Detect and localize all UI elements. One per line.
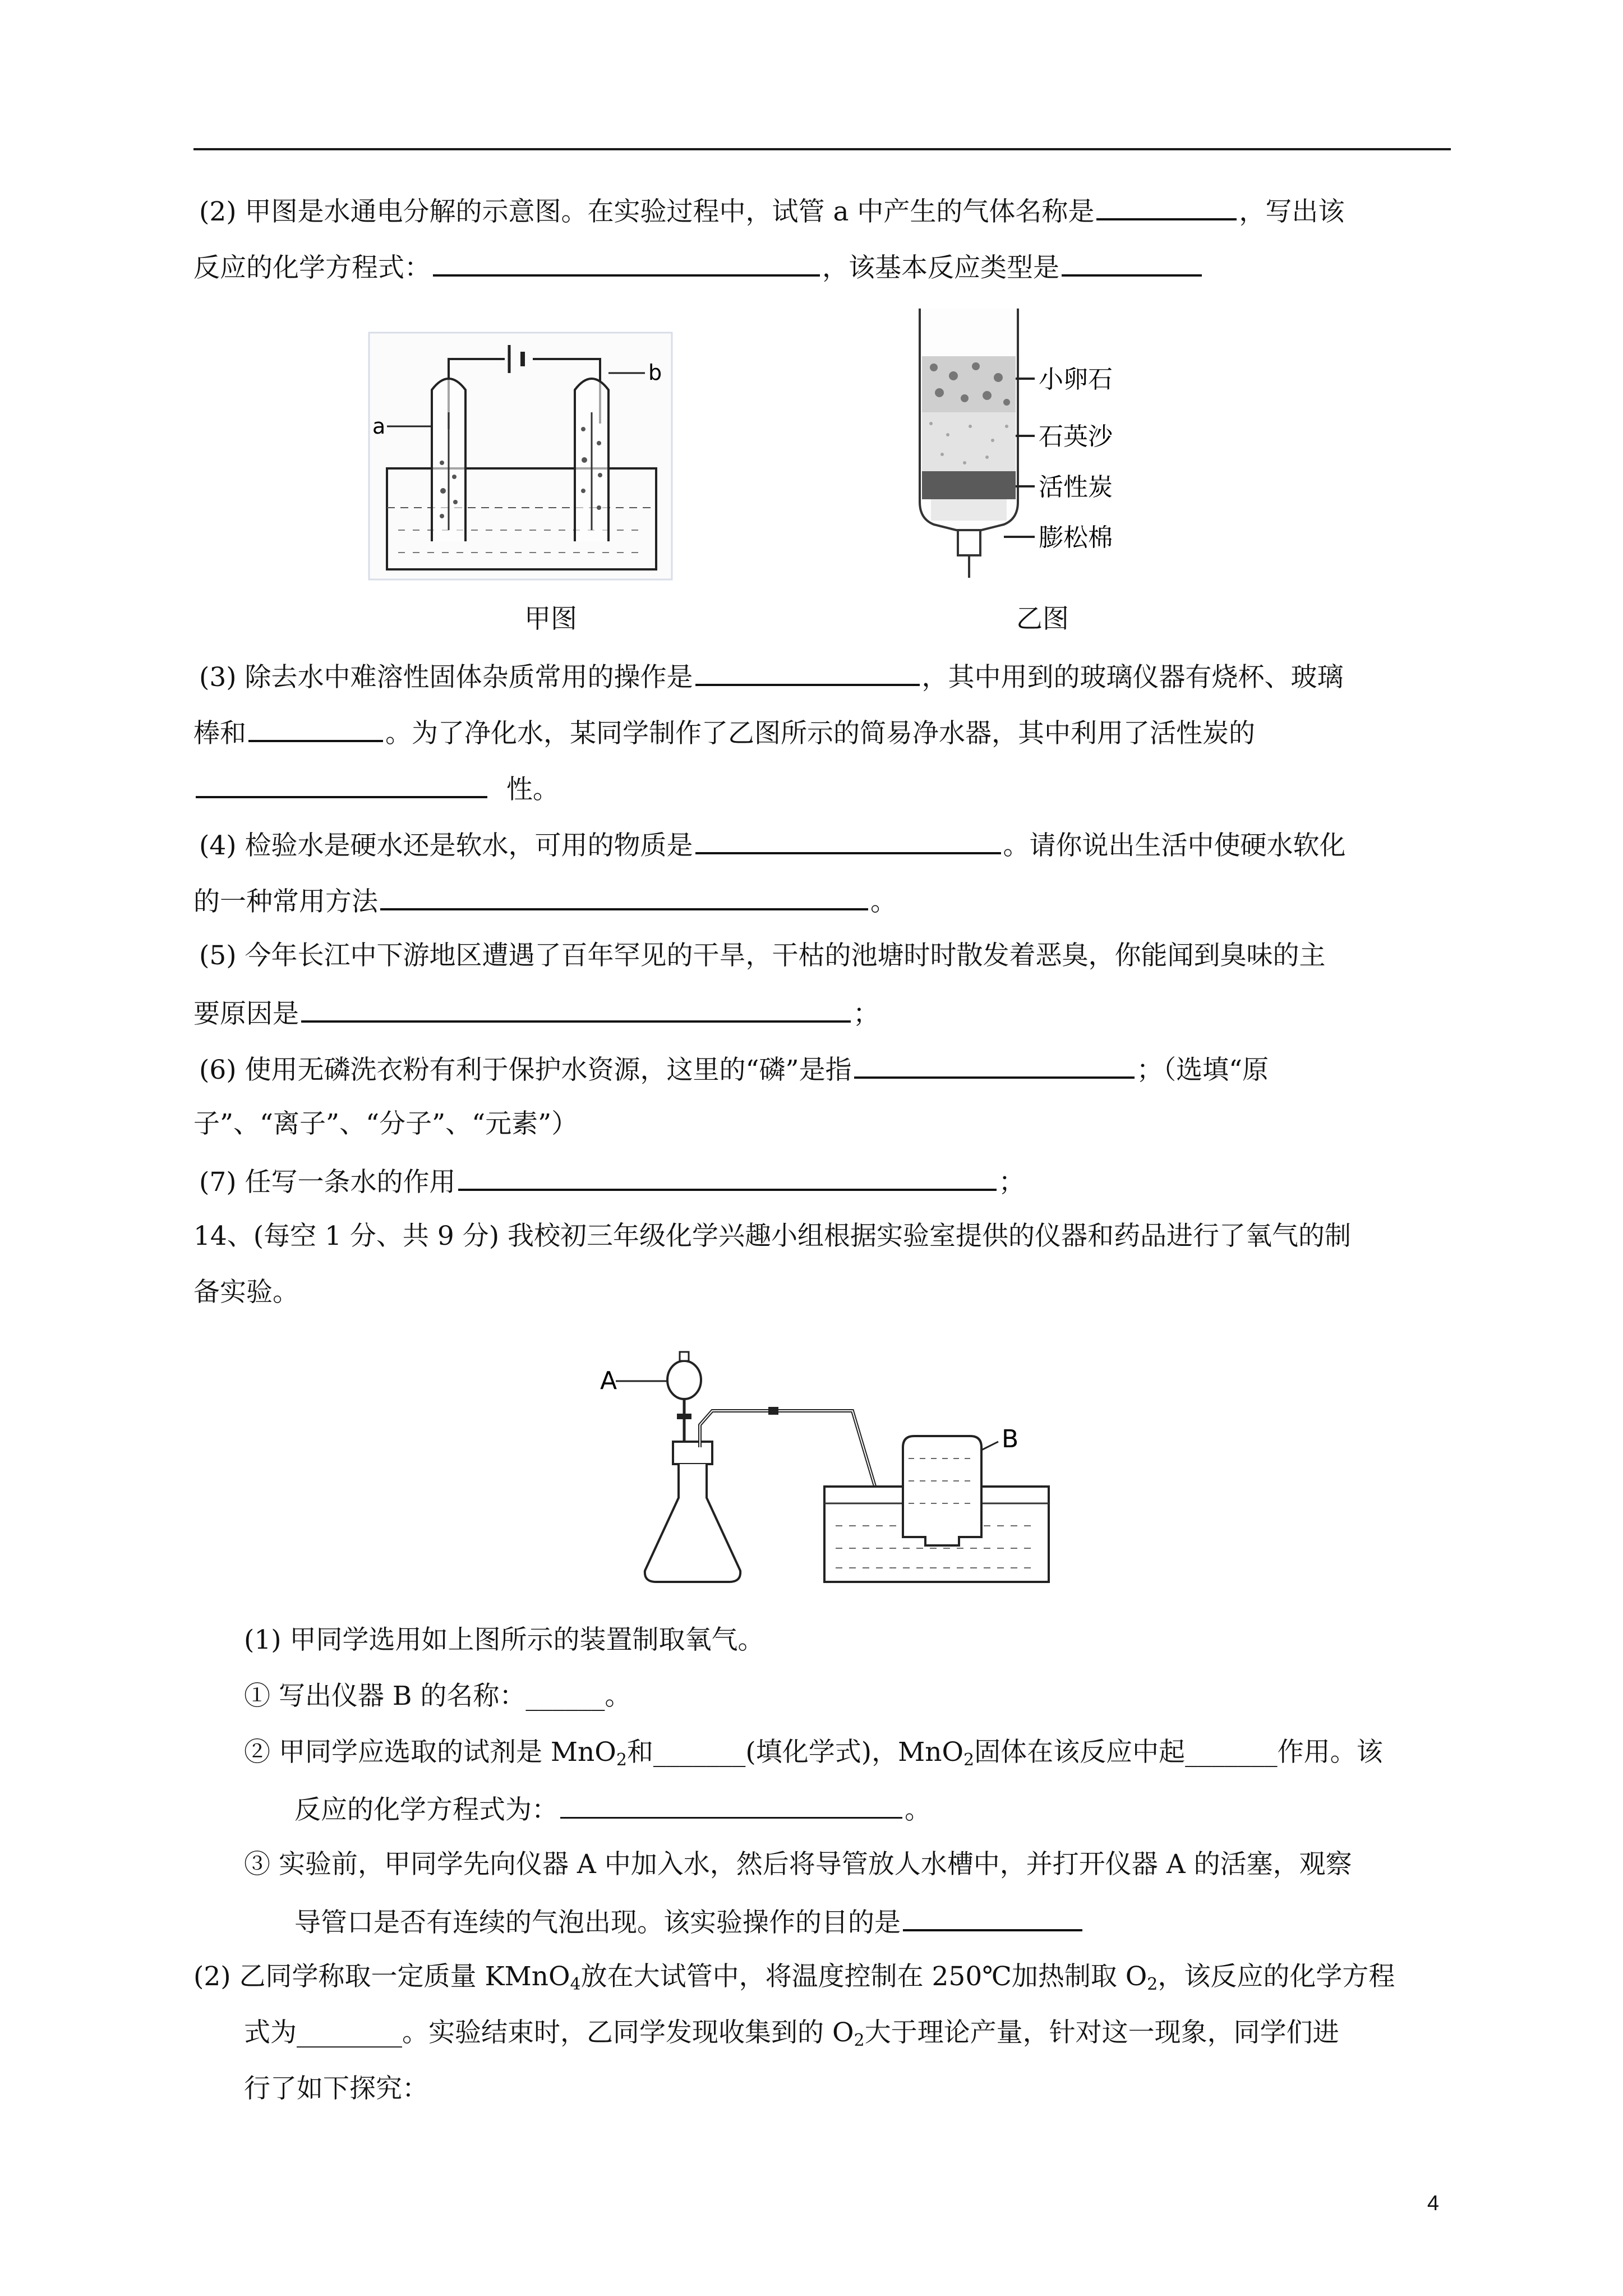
q14-line1: 14、(每空 1 分、共 9 分) 我校初三年级化学兴趣小组根据实验室提供的仪器和药品进行了氧气的制	[193, 1221, 1351, 1251]
q13-p4-line1: (4) 检验水是硬水还是软水，可用的物质是 。请你说出生活中使硬水软化	[199, 827, 1346, 863]
q13-p5-line1: (5) 今年长江中下游地区遭遇了百年罕见的干旱，干枯的池塘时时散发着恶臭，你能闻到臭味的主	[199, 940, 1326, 971]
q13-p4-line2: 的一种常用方法 。	[193, 884, 897, 919]
answer-blank[interactable]	[1096, 194, 1237, 220]
answer-blank[interactable]	[301, 996, 851, 1023]
page-number: 4	[1427, 2192, 1439, 2215]
q14-s1-1: ① 写出仪器 B 的名称：______。	[244, 1681, 631, 1711]
answer-blank[interactable]	[560, 1792, 902, 1819]
q13-p6-line1: (6) 使用无磷洗衣粉有利于保护水资源，这里的“磷”是指 ；（选填“原	[199, 1052, 1269, 1087]
q14-s1-3-line1: ③ 实验前，甲同学先向仪器 A 中加入水，然后将导管放人水槽中，并打开仪器 A 的活塞，观察	[244, 1849, 1352, 1880]
tube-label-b: b	[648, 360, 662, 385]
tube-label-a: a	[372, 414, 386, 439]
q14-s2-line2: 式为________。实验结束时，乙同学发现收集到的 $O_2$大于理论产量，针对这一现象，同学们进	[244, 2017, 1339, 2050]
q14-s1-2-line1: ② 甲同学应选取的试剂是 MnO$_2$和_______(填化学式)，MnO$_2$固体在该反应中起_______作用。该	[244, 1737, 1383, 1770]
answer-blank[interactable]	[854, 1052, 1135, 1079]
layer-activated-carbon: 活性炭	[1039, 473, 1113, 501]
answer-blank[interactable]	[248, 715, 383, 742]
figure-caption-jia: 甲图	[524, 604, 577, 634]
q14-s2-line3: 行了如下探究：	[244, 2073, 428, 2104]
q14-s1: (1) 甲同学选用如上图所示的装置制取氧气。	[244, 1625, 764, 1655]
q13-p3-line3: 性。	[193, 771, 559, 807]
instrument-label-b: B	[1002, 1425, 1019, 1453]
layer-quartz-sand: 石英沙	[1039, 422, 1113, 451]
q13-p6-line2: 子”、“离子”、“分子”、“元素”）	[193, 1108, 578, 1139]
answer-blank[interactable]	[433, 250, 820, 277]
answer-blank[interactable]	[903, 1904, 1082, 1931]
q14-s2-line1: (2) 乙同学称取一定质量 KMnO$_4$放在大试管中，将温度控制在 250℃加热制取 $O_2$，该反应的化学方程	[193, 1961, 1395, 1994]
q13-p3-line1: (3) 除去水中难溶性固体杂质常用的操作是 ，其中用到的玻璃仪器有烧杯、玻璃	[199, 659, 1344, 694]
q14-s1-3-line2: 导管口是否有连续的气泡出现。该实验操作的目的是	[294, 1904, 1085, 1940]
answer-blank[interactable]	[380, 884, 868, 910]
answer-blank[interactable]	[196, 771, 487, 798]
q13-p5-line2: 要原因是 ；	[193, 996, 879, 1031]
answer-blank[interactable]	[1062, 250, 1202, 277]
layer-cotton: 膨松棉	[1039, 523, 1113, 552]
electrolysis-diagram	[365, 328, 679, 586]
q13-p3-line2: 棒和 。为了净化水，某同学制作了乙图所示的简易净水器，其中利用了活性炭的	[193, 715, 1255, 751]
instrument-label-a: A	[600, 1366, 617, 1395]
oxygen-apparatus-diagram	[600, 1335, 1071, 1593]
q14-s1-2-line2: 反应的化学方程式为： 。	[294, 1792, 931, 1827]
q13-p2-line1: (2) 甲图是水通电分解的示意图。在实验过程中，试管 a 中产生的气体名称是 ，写出该	[199, 194, 1344, 229]
q13-p7-line1: (7) 任写一条水的作用 ；	[199, 1164, 1025, 1199]
q13-p2-line2: 反应的化学方程式： ，该基本反应类型是	[193, 250, 1204, 285]
answer-blank[interactable]	[458, 1164, 997, 1191]
answer-blank[interactable]	[695, 827, 1001, 854]
water-filter-diagram	[909, 306, 1200, 581]
header-rule	[193, 148, 1451, 150]
figure-caption-yi: 乙图	[1016, 604, 1069, 634]
layer-pebbles: 小卵石	[1039, 365, 1113, 394]
q14-line2: 备实验。	[193, 1277, 299, 1308]
answer-blank[interactable]	[695, 659, 920, 686]
